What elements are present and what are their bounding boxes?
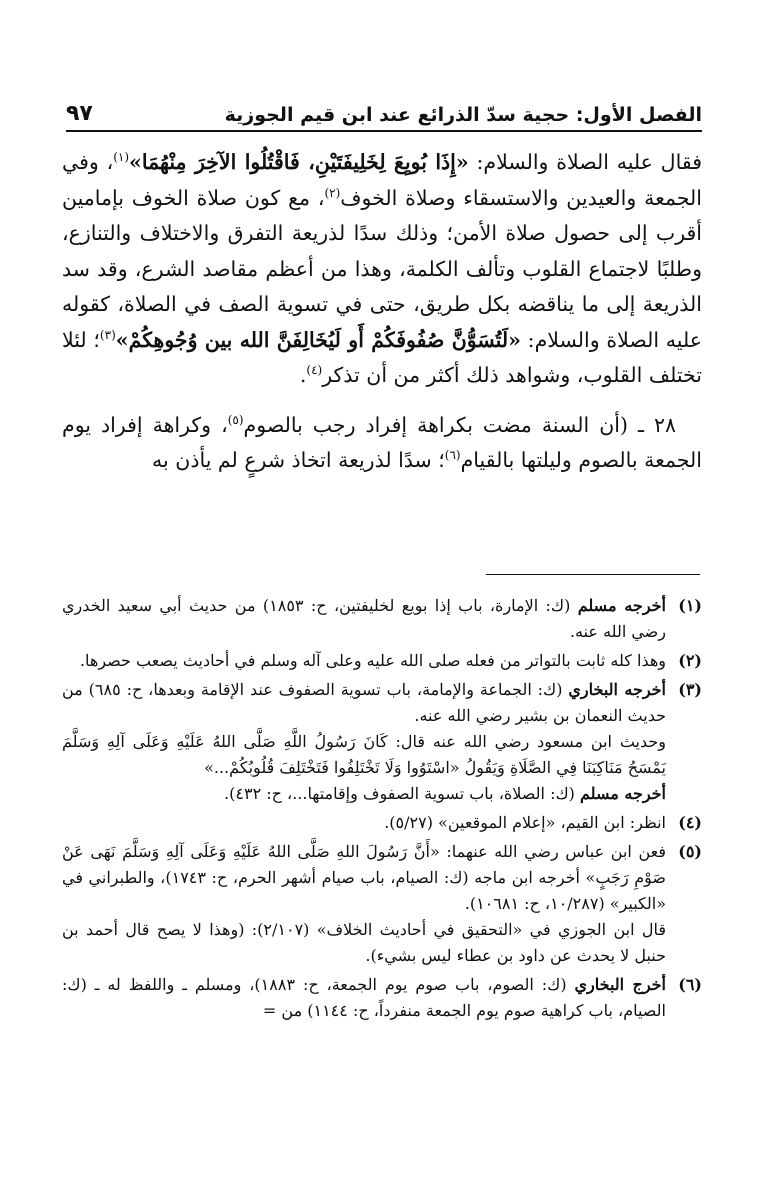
footnotes — [62, 593, 702, 1027]
footnote-number: (٢) — [678, 651, 702, 670]
footnote-text: (ك: الصلاة، باب تسوية الصفوف وإقامتها...، ح: ٤٣٢). — [224, 784, 580, 803]
footnote — [62, 593, 702, 645]
footnote-separator — [486, 574, 700, 575]
hadith-quote: «إِذَا بُويِعَ لِخَلِيفَتَيْنِ، فَاقْتُلُوا الآخِرَ مِنْهُمَا» — [129, 150, 469, 174]
footnote-ref: (٢) — [324, 185, 341, 200]
text-run: ٢٨ ـ (أن السنة مضت بكراهة إفراد رجب بالصوم — [243, 412, 676, 437]
footnote — [62, 648, 702, 674]
footnote — [62, 810, 702, 836]
source-name: أخرج البخاري — [574, 975, 667, 994]
footnote-line — [62, 917, 666, 969]
footnote-line — [62, 593, 666, 645]
footnote-ref: (٦) — [444, 448, 461, 463]
footnote-number: (٦) — [678, 975, 702, 994]
main-text — [62, 145, 702, 479]
footnote-text: (ك: الصوم، باب صوم يوم الجمعة، ح: ١٨٨٣)، ومسلم ـ واللفظ له ـ (ك: الصيام، باب كراهية صوم يوم الجمعة منفرداً، ح: ١١٤٤) من = — [62, 975, 666, 1020]
footnote-number: (٣) — [678, 680, 702, 699]
text-run: فقال عليه الصلاة والسلام: — [468, 150, 702, 174]
text-run: ، وفي الجمعة والعيدين والاستسقاء وصلاة الخوف — [62, 150, 702, 210]
footnote-body — [62, 677, 666, 807]
footnote-text: قال ابن الجوزي في «التحقيق في أحاديث الخلاف» (٢/١٠٧): (وهذا لا يصح قال أحمد بن حنبل لا يحدث عن داود بن عطاء ليس بشيء). — [62, 920, 666, 965]
footnote-body — [62, 839, 666, 969]
footnote-ref: (٥) — [227, 412, 244, 427]
footnote-line — [62, 781, 666, 807]
text-run: ، وكراهة إفراد يوم الجمعة بالصوم وليلتها بالقيام — [62, 412, 702, 472]
page-header — [66, 92, 702, 132]
footnote-text: (ك: الجماعة والإمامة، باب تسوية الصفوف عند الإقامة وبعدها، ح: ٦٨٥) من حديث النعمان بن بشير رضي الله عنه. — [62, 680, 666, 725]
footnote-number: (٤) — [678, 813, 702, 832]
source-name: أخرجه مسلم — [577, 596, 666, 615]
footnote-line — [62, 972, 666, 1024]
footnote-number: (١) — [678, 596, 702, 615]
footnote — [62, 677, 702, 807]
page-number: ٩٧ — [66, 101, 93, 126]
footnote-line — [62, 648, 666, 674]
footnote-text: فعن ابن عباس رضي الله عنهما: «أَنَّ رَسُولَ اللهِ صَلَّى اللهُ عَلَيْهِ وَعَلَى آلِهِ وَسَلَّمَ نَهَى عَنْ صَوْمِ رَجَبٍ» أخرجه ابن ماجه (ك: الصيام، باب صيام أشهر الحرم، ح: ١٧٤٣)، والطبراني في «الكبير» (١٠/٢٨٧، ح: ١٠٦٨١). — [62, 842, 666, 913]
footnote-body — [62, 810, 666, 836]
text-run: ، مع كون صلاة الخوف بإمامين أقرب إلى حصول صلاة الأمن؛ وذلك سدًا لذريعة التفرق والاختلاف والتنازع، وطلبًا لاجتماع القلوب وتألف الكلمة، وهذا من أعظم مقاصد الشرع، وقد سد الذريعة إلى ما يناقضه بكل طريق، حتى في تسوية الصف في الصلاة، كقوله عليه الصلاة والسلام: — [62, 185, 702, 352]
paragraph-1 — [62, 145, 702, 394]
footnote-number: (٥) — [678, 842, 702, 861]
footnote-line — [62, 839, 666, 917]
footnote-text: (ك: الإمارة، باب إذا بويع لخليفتين، ح: ١٨٥٣) من حديث أبي سعيد الخدري رضي الله عنه. — [62, 596, 666, 641]
text-run: . — [299, 363, 307, 387]
footnote-text: انظر: ابن القيم، «إعلام الموقعين» (٥/٢٧). — [384, 813, 666, 832]
footnote-ref: (٤) — [306, 363, 323, 378]
footnote — [62, 972, 702, 1024]
footnote-line — [62, 810, 666, 836]
footnote-line — [62, 677, 666, 729]
running-title: الفصل الأول: حجية سدّ الذرائع عند ابن قيم الجوزية — [224, 104, 702, 126]
footnote-ref: (٣) — [99, 327, 116, 342]
hadith-quote: «لَتُسَوُّنَّ صُفُوفَكُمْ أَو لَيُخَالِفَنَّ الله بين وُجُوهِكُمْ» — [115, 327, 521, 352]
footnote-text: وحديث ابن مسعود رضي الله عنه قال: كَانَ رَسُولُ اللَّهِ صَلَّى اللهُ عَلَيْهِ وَعَلَى آلِهِ وَسَلَّمَ يَمْسَحُ مَنَاكِبَنَا فِي الصَّلَاةِ وَيَقُولُ «اسْتَوُوا وَلَا تَخْتَلِفُوا فَتَخْتَلِفَ قُلُوبُكُمْ...» — [62, 732, 667, 777]
source-name: أخرجه البخاري — [568, 680, 667, 699]
footnote-ref: (١) — [113, 150, 130, 165]
text-run: ؛ سدًا لذريعة اتخاذ شرعٍ لم يأذن به — [152, 448, 445, 472]
source-name: أخرجه مسلم — [580, 784, 666, 803]
footnote — [62, 839, 702, 969]
footnote-body — [62, 648, 666, 674]
footnote-text: وهذا كله ثابت بالتواتر من فعله صلى الله عليه وعلى آله وسلم في أحاديث يصعب حصرها. — [79, 651, 666, 670]
footnote-line — [62, 729, 666, 781]
paragraph-2 — [62, 408, 702, 479]
footnote-body — [62, 972, 666, 1024]
footnote-body — [62, 593, 666, 645]
text-run: ؛ لئلا تختلف القلوب، وشواهد ذلك أكثر من أن تذكر — [62, 327, 702, 387]
